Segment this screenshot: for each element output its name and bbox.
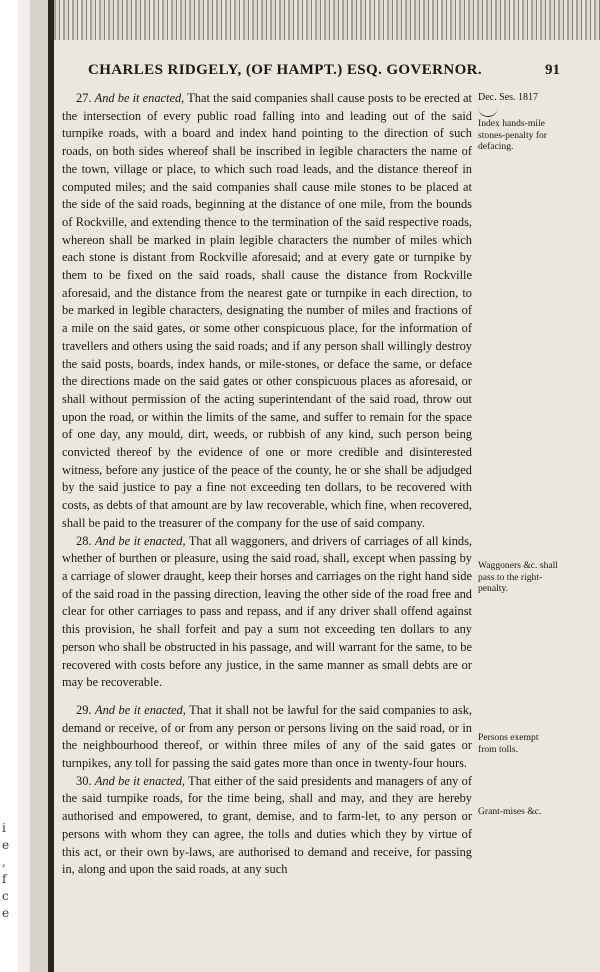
gutter-marks bbox=[2, 820, 18, 922]
gutter-mark: i bbox=[2, 821, 6, 835]
section-paragraph bbox=[62, 702, 472, 773]
section-paragraph bbox=[62, 773, 472, 879]
brace-mark bbox=[478, 106, 498, 117]
section-text: That the said companies shall cause posts to be erected at the intersection of every public road falling into and leading out of the said turnpike roads, with a board and index hand pointing to the direction of such roads, on both sides whereof shall be inscribed in legible characters the name of the town, village or place, to which such road leads, and the distance thereof in computed miles; and the said companies shall cause mile stones to be placed at the side of the said roads, beginning at the distance of one mile, from the bounds of Rockville, and extending thence to the termination of the said respective roads, whereon shall be marked in plain legible characters the number of miles which each stone is distant from Rockville aforesaid; and at every gate or turnpike by them to be fixed on the said roads, shall cause the distance from Rockville aforesaid, and the distance from the nearest gate or turnpike in each direction, to be marked in legible characters, designating the number of miles and fractions of a mile on the said gates, or some other conspicuous place, for the information of travellers and others using the said roads; and if any person shall willingly destroy the said posts, boards, index hands, or mile-stones, or deface the same, or deface the directions made on the said gates or other conspicuous places as aforesaid, or shall without permission of the acting superintendant of the said road, throw out upon the road, or within the limits of the same, and suffer to remain for the space of one day, any mould, dirt, weeds, or rubbish of any kind, such person being convicted thereof by the evidence of one or more credible and disinterested witness, before any justice of the peace of the county, he or she shall be adjudged by the said justice to pay a fine not exceeding ten dollars, to be recovered with costs, as debts of that amount are by law recoverable, which fine, when recovered, shall be paid to the treasurer of the company for the use of said company. bbox=[62, 91, 472, 530]
section-text: That it shall not be lawful for the said companies to ask, demand or receive, of or from any person or persons living on the said road, or in the neighbourhood thereof, or within three miles of any of the said gates or turnpikes, any toll for passing the said gates more than once in twenty-four hours. bbox=[62, 702, 472, 771]
enacting-clause: And be it enacted, bbox=[95, 702, 186, 717]
scan-top-edge bbox=[0, 0, 600, 40]
section-text: That either of the said presidents and managers of any of the said turnpike roads, for the time being, shall and may, and they are hereby authorised and empowered, to grant, demise, and to farm-let, to any person or persons with whom they can agree, the tolls and duties which they by virtue of this act, or their own by-laws, are authorised to demand and receive, for passing in, along and upon the said roads, at any such bbox=[62, 773, 472, 877]
page-header bbox=[60, 58, 560, 84]
section-number: 28. bbox=[76, 533, 92, 548]
margin-note-28: Waggoners &c. shall pass to the right-penalty. bbox=[478, 560, 558, 594]
gutter-mark: c bbox=[2, 889, 9, 903]
section-paragraph bbox=[62, 533, 472, 692]
enacting-clause: And be it enacted, bbox=[94, 533, 186, 548]
section-number: 30. bbox=[76, 773, 92, 788]
gutter-mark: e bbox=[2, 838, 10, 852]
section-number: 29. bbox=[76, 702, 92, 717]
gutter-mark: f bbox=[2, 872, 7, 886]
section-paragraph bbox=[62, 90, 472, 533]
running-title: CHARLES RIDGELY, (OF HAMPT.) ESQ. GOVERNOR. bbox=[88, 62, 483, 78]
document-body bbox=[62, 90, 472, 879]
page-number: 91 bbox=[545, 62, 560, 78]
section-text: That all waggoners, and drivers of carriages of all kinds, whether of burthen or pleasure, using the said road, shall, except when passing by a carriage of slower draught, keep their horses and carriages on the right hand side of the said road in the passing direction, leaving the other side of the road free and clear for other carriages to pass and repass, and if any driver shall offend against this provision, he shall forfeit and pay a sum not exceeding ten dollars to any person who shall be obstructed in his passage, and will warrant for the same, to be recovered with costs before any justice, in the same manner as small debts are or may be recoverable. bbox=[62, 533, 473, 690]
margin-note-27: Index hands-mile stones-penalty for defacing. bbox=[478, 118, 548, 152]
margin-note-29: Persons exempt from tolls. bbox=[478, 732, 539, 755]
gutter-mark: e bbox=[2, 906, 10, 920]
enacting-clause: And be it enacted, bbox=[94, 91, 185, 105]
enacting-clause: And be it enacted, bbox=[94, 773, 186, 788]
book-spine-shadow bbox=[48, 0, 54, 972]
margin-note-30: Grant-mises &c. bbox=[478, 806, 542, 817]
section-28 bbox=[62, 533, 472, 692]
section-27 bbox=[62, 90, 472, 533]
section-number: 27. bbox=[76, 91, 92, 105]
section-29 bbox=[62, 702, 472, 773]
section-30 bbox=[62, 773, 472, 879]
session-date-note: Dec. Ses. 1817 bbox=[478, 92, 538, 103]
gutter-mark: , bbox=[2, 855, 6, 869]
